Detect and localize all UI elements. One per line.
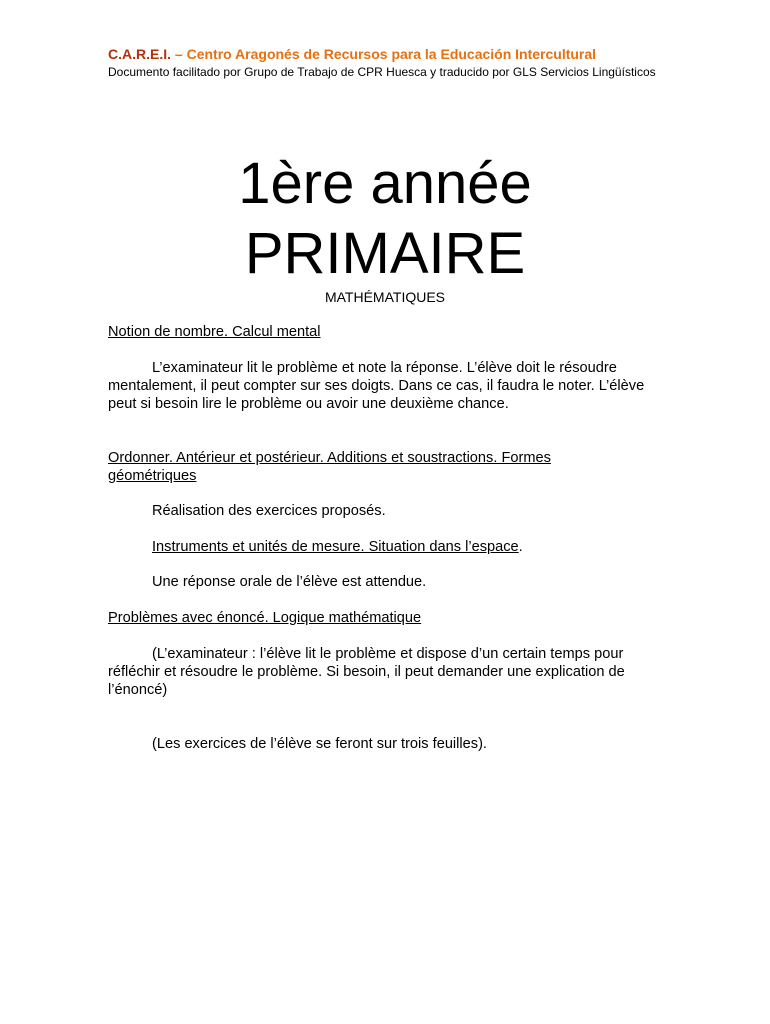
header-title (108, 46, 668, 63)
section-4-text: (L’examinateur : l’élève lit le problème et dispose d’un certain temps pour réfléchir et résoudre le problème. Si besoin, il peut demander une explication de l’énoncé) (108, 646, 625, 698)
section-3-punct: . (518, 539, 523, 555)
section-5-text: (Les exercices de l’élève se feront sur trois feuilles). (152, 736, 487, 752)
section-2-text: Réalisation des exercices proposés. (152, 503, 386, 519)
header-subtitle: Documento facilitado por Grupo de Trabajo de CPR Huesca y traducido por GLS Servicios Lingüísticos (108, 65, 656, 79)
section-2-heading: Ordonner. Antérieur et postérieur. Additions et soustractions. Formes géométriques (108, 450, 551, 484)
document-header (108, 46, 668, 80)
section-1-heading: Notion de nombre. Calcul mental (108, 324, 321, 340)
header-title-rest: – Centro Aragonés de Recursos para la Educación Intercultural (171, 46, 597, 62)
header-org: C.A.R.E.I. (108, 46, 172, 62)
title-line-1: 1ère année (238, 151, 532, 216)
section-3-heading-line (152, 538, 652, 556)
section-3-heading: Instruments et unités de mesure. Situation dans l’espace (152, 539, 519, 555)
section-4-heading: Problèmes avec énoncé. Logique mathématique (108, 610, 422, 626)
section-1-text: L’examinateur lit le problème et note la réponse. L’élève doit le résoudre mentalement, il peut compter sur ses doigts. Dans ce cas, il faudra le noter. L’élève peut si besoin lire le problème ou avoir une deuxième chance. (108, 360, 645, 412)
subject-title: MATHÉMATIQUES (324, 289, 446, 305)
title-line-2: PRIMAIRE (244, 221, 526, 286)
section-3-text: Une réponse orale de l’élève est attendue. (152, 574, 427, 590)
